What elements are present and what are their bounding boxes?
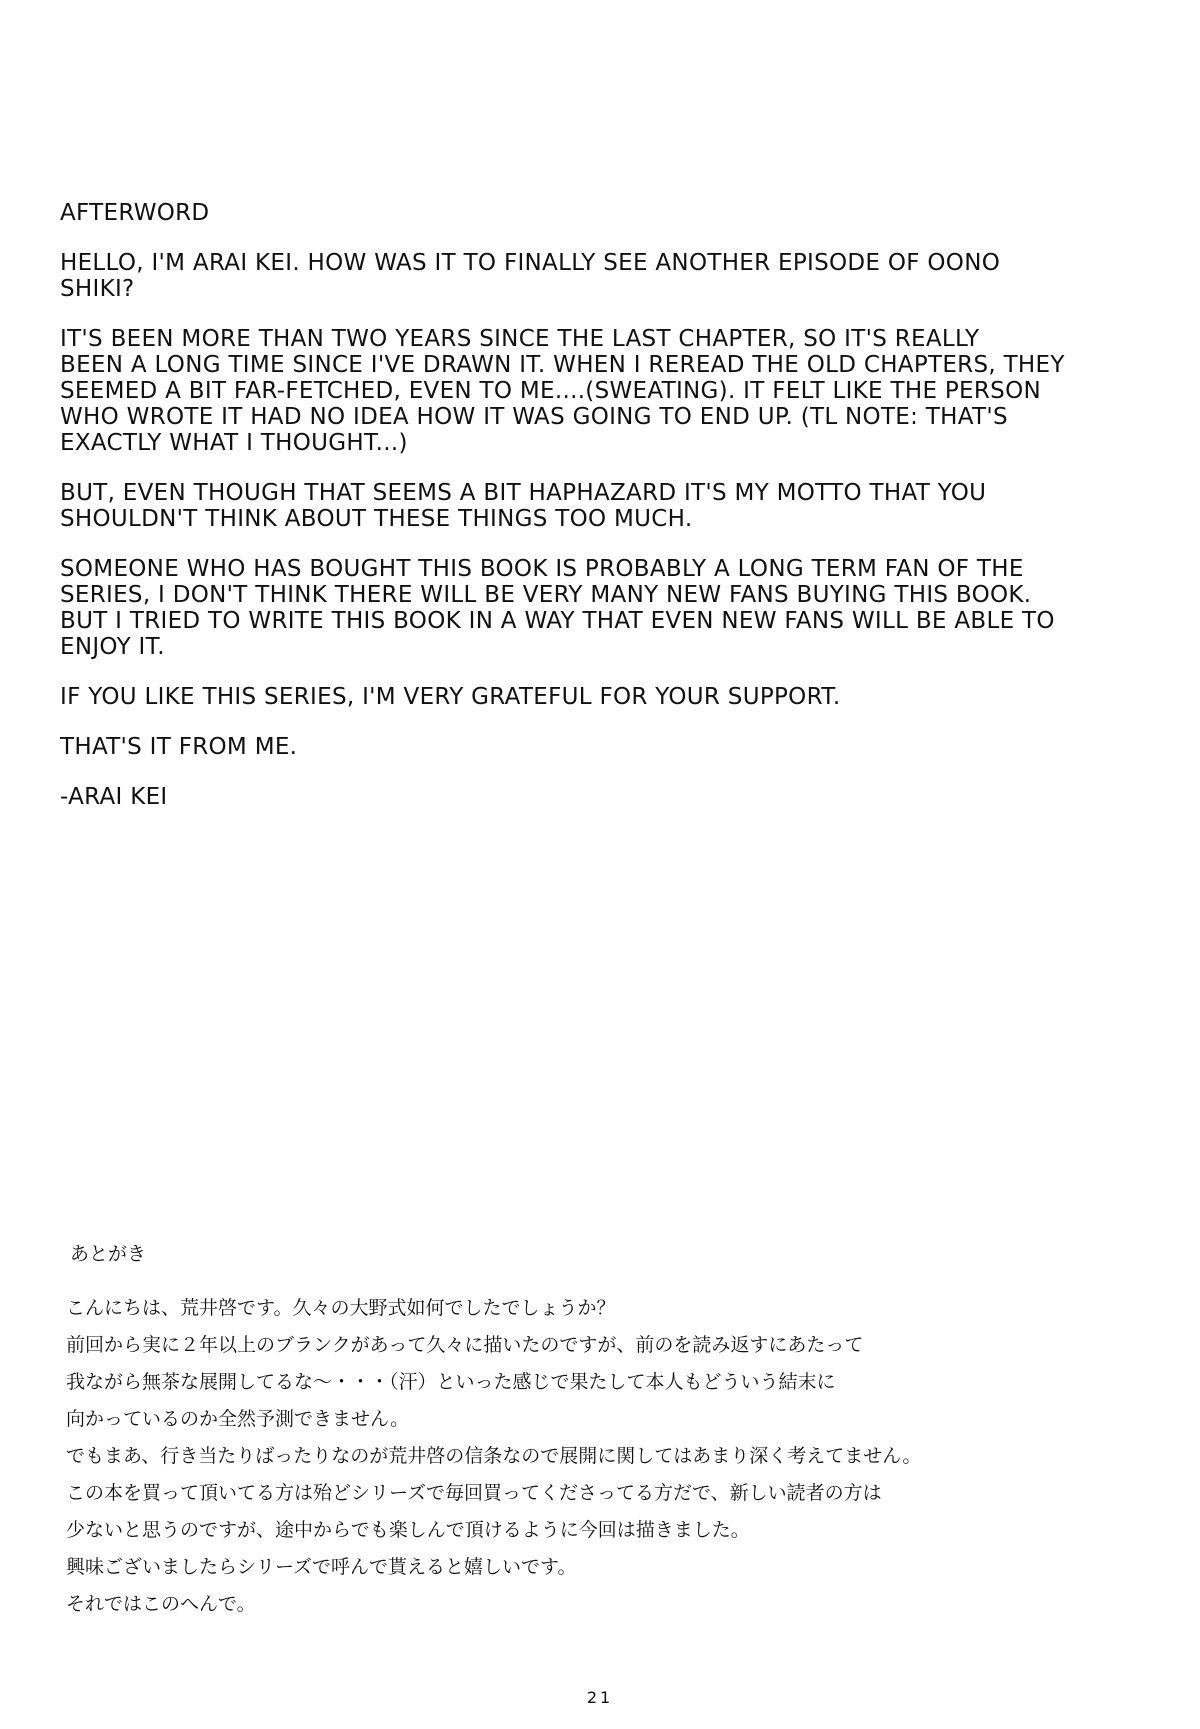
japanese-line: 前回から実に２年以上のブランクがあって久々に描いたのですが、前のを読み返すにあたって (66, 1334, 864, 1356)
page-number: 21 (586, 1688, 614, 1707)
japanese-line: それではこのへんで。 (66, 1593, 256, 1615)
english-paragraph: IT'S BEEN MORE THAN TWO YEARS SINCE THE LAST CHAPTER, SO IT'S REALLY BEEN A LONG TIME SINCE I'VE DRAWN IT. WHEN I REREAD THE OLD CHAPTERS, THEY SEEMED A BIT FAR-FETCHED, EVEN TO ME....(SWEATING). IT FELT LIKE THE PERSON WHO WROTE IT HAD NO IDEA HOW IT WAS GOING TO END UP. (TL NOTE: THAT'S EXACTLY WHAT I THOUGHT...) (60, 326, 1065, 456)
english-paragraph: THAT'S IT FROM ME. (60, 734, 298, 760)
japanese-heading: あとがき (70, 1243, 147, 1265)
japanese-line: でもまあ、行き当たりばったりなのが荒井啓の信条なので展開に関してはあまり深く考えてません。 (66, 1445, 922, 1467)
japanese-line: 少ないと思うのですが、途中からでも楽しんで頂けるように今回は描きました。 (66, 1519, 750, 1541)
japanese-line: こんにちは、荒井啓です。久々の大野式如何でしたでしょうか？ (66, 1297, 616, 1319)
english-afterword (60, 200, 1140, 834)
english-paragraph: BUT, EVEN THOUGH THAT SEEMS A BIT HAPHAZARD IT'S MY MOTTO THAT YOU SHOULDN'T THINK ABOUT THESE THINGS TOO MUCH. (60, 480, 987, 532)
japanese-afterword (66, 1240, 1146, 1623)
japanese-line: 興味ございましたらシリーズで呼んで貰えると嬉しいです。 (66, 1556, 577, 1578)
english-paragraph: SOMEONE WHO HAS BOUGHT THIS BOOK IS PROBABLY A LONG TERM FAN OF THE SERIES, I DON'T THINK THERE WILL BE VERY MANY NEW FANS BUYING THIS BOOK. BUT I TRIED TO WRITE THIS BOOK IN A WAY THAT EVEN NEW FANS WILL BE ABLE TO ENJOY IT. (60, 556, 1055, 660)
japanese-line: 我ながら無茶な展開してるな～・・・（汗）といった感じで果たして本人もどういう結末に (66, 1371, 836, 1393)
japanese-line: 向かっているのか全然予測できません。 (66, 1408, 410, 1430)
english-paragraph: HELLO, I'M ARAI KEI. HOW WAS IT TO FINALLY SEE ANOTHER EPISODE OF OONO SHIKI? (60, 250, 1001, 302)
english-heading: AFTERWORD (60, 200, 210, 226)
english-signature: -ARAI KEI (60, 784, 168, 810)
english-paragraph: IF YOU LIKE THIS SERIES, I'M VERY GRATEFUL FOR YOUR SUPPORT. (60, 684, 841, 710)
japanese-line: この本を買って頂いてる方は殆どシリーズで毎回買ってくださってる方だで、新しい読者の方は (66, 1482, 882, 1504)
